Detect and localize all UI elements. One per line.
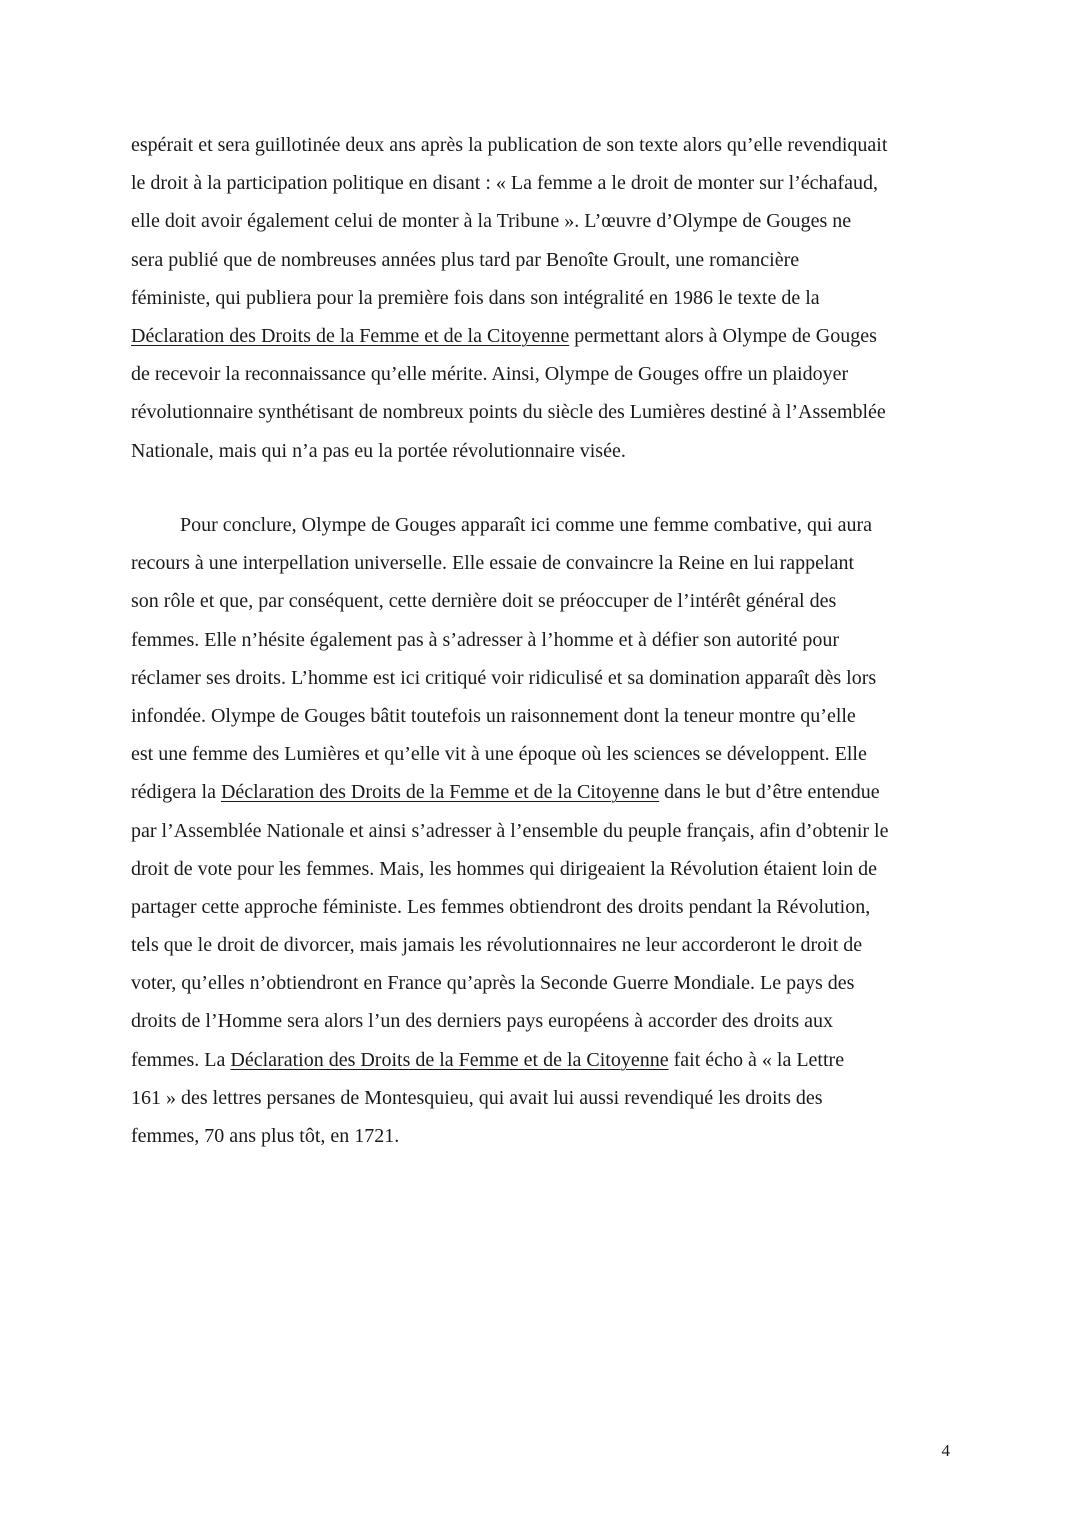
text-line [131,1041,888,1079]
text-line: femmes. Elle n’hésite également pas à s’adresser à l’homme et à défier son autorité pour [131,628,840,651]
text-fragment: rédigera la [131,781,221,804]
text-line: Pour conclure, Olympe de Gouges apparaît ici comme une femme combative, qui aura [180,514,872,536]
text-line: le droit à la participation politique en disant : « La femme a le droit de monter sur l’échafaud, [131,172,878,195]
paragraph-2 [131,506,888,1155]
page-number: 4 [941,1441,950,1460]
text-line: recours à une interpellation universelle. Elle essaie de convaincre la Reine en lui rappelant [131,552,855,575]
text-line: infondée. Olympe de Gouges bâtit toutefois un raisonnement dont la teneur montre qu’elle [131,704,856,727]
underlined-title: Déclaration des Droits de la Femme et de la Citoyenne [131,324,570,347]
text-line: droit de vote pour les femmes. Mais, les hommes qui dirigeaient la Révolution étaient loin de [131,857,877,880]
text-fragment: fait écho à « la Lettre [668,1048,845,1071]
underlined-title: Déclaration des Droits de la Femme et de la Citoyenne [230,1048,669,1071]
text-line: réclamer ses droits. L’homme est ici critiqué voir ridiculisé et sa domination apparaît dès lors [131,666,877,689]
text-line: femmes, 70 ans plus tôt, en 1721. [131,1125,400,1147]
text-line [131,773,888,811]
text-line: droits de l’Homme sera alors l’un des derniers pays européens à accorder des droits aux [131,1010,833,1033]
text-line [131,317,887,355]
text-line: est une femme des Lumières et qu’elle vit à une époque où les sciences se développent. Elle [131,743,867,766]
text-line: féministe, qui publiera pour la première fois dans son intégralité en 1986 le texte de la [131,286,820,309]
text-line: par l’Assemblée Nationale et ainsi s’adresser à l’ensemble du peuple français, afin d’obtenir le [131,819,889,842]
text-line: sera publié que de nombreuses années plus tard par Benoîte Groult, une romancière [131,248,800,271]
underlined-title: Déclaration des Droits de la Femme et de la Citoyenne [220,781,660,804]
text-line: son rôle et que, par conséquent, cette dernière doit se préoccuper de l’intérêt général des [131,590,837,613]
text-line: voter, qu’elles n’obtiendront en France qu’après la Seconde Guerre Mondiale. Le pays des [131,972,855,995]
text-line: de recevoir la reconnaissance qu’elle mérite. Ainsi, Olympe de Gouges offre un plaidoyer [131,363,849,386]
text-line: révolutionnaire synthétisant de nombreux points du siècle des Lumières destiné à l’Assemblée [131,401,886,424]
text-line: 161 » des lettres persanes de Montesquieu, qui avait lui aussi revendiqué les droits des [131,1086,823,1109]
text-line: Nationale, mais qui n’a pas eu la portée révolutionnaire visée. [131,439,626,462]
text-fragment: femmes. La [131,1048,231,1071]
text-fragment: dans le but d’être entendue [659,781,880,804]
text-line: tels que le droit de divorcer, mais jamais les révolutionnaires ne leur accorderont le droit de [131,934,863,957]
text-line: espérait et sera guillotinée deux ans après la publication de son texte alors qu’elle revendiquait [131,134,888,156]
paragraph-1 [131,126,887,470]
text-fragment: permettant alors à Olympe de Gouges [569,324,877,347]
text-line: partager cette approche féministe. Les femmes obtiendront des droits pendant la Révolution, [131,895,871,918]
text-line: elle doit avoir également celui de monter à la Tribune ». L’œuvre d’Olympe de Gouges ne [131,210,852,233]
